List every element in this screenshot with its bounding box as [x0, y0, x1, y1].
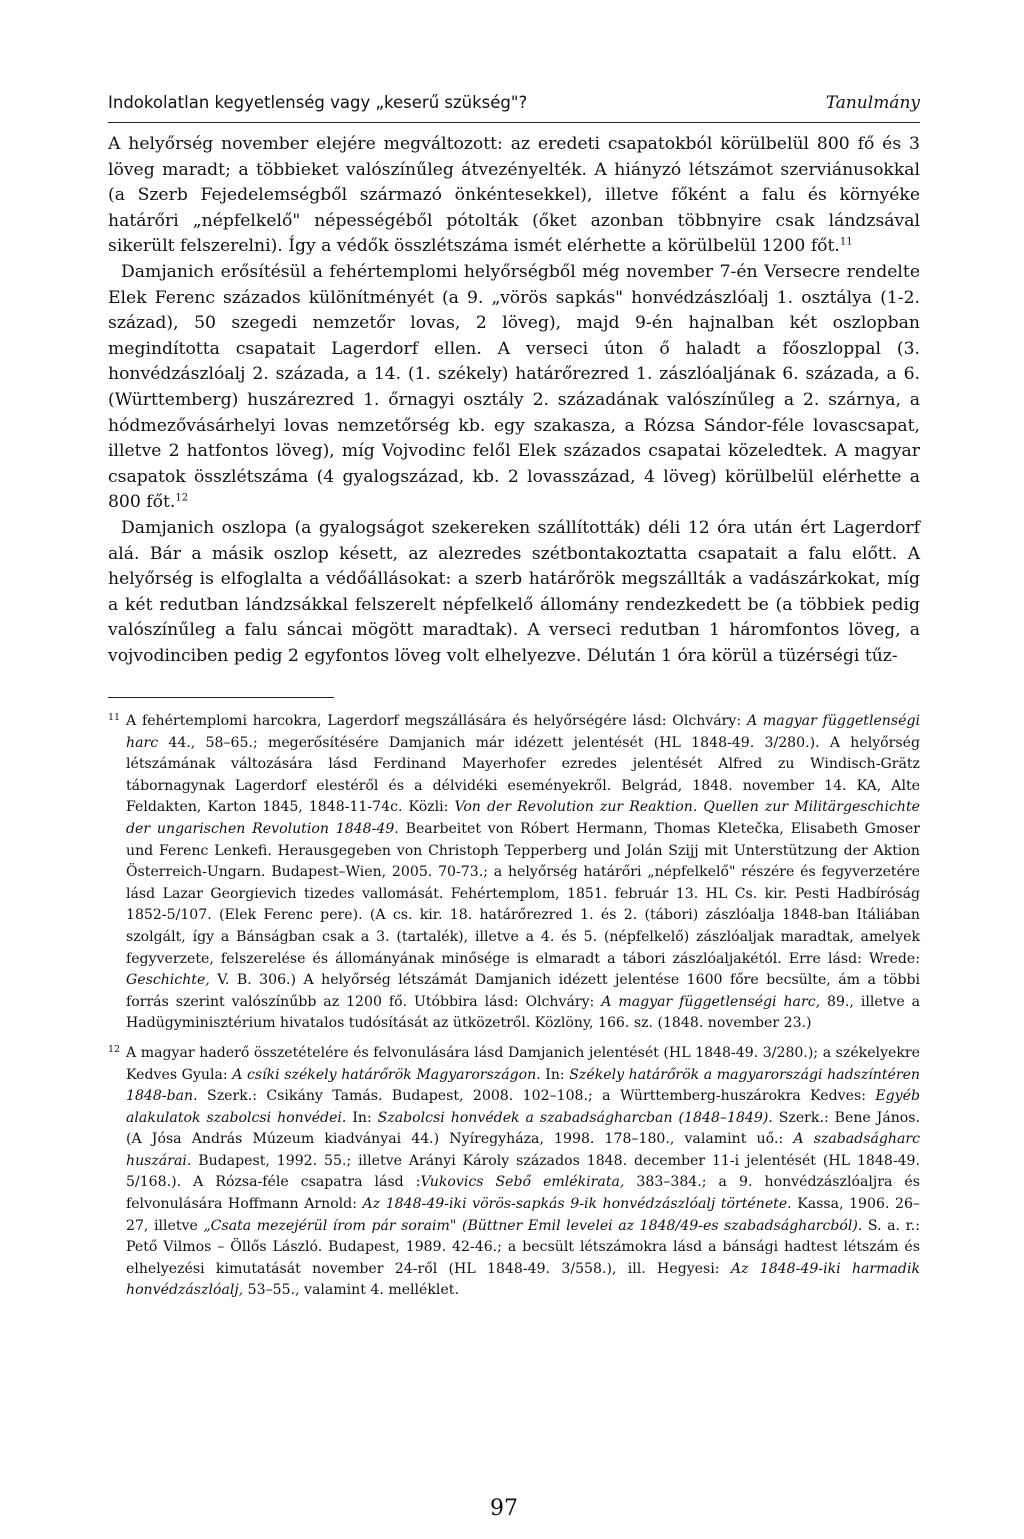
- footnote-ref-12[interactable]: 12: [175, 492, 189, 504]
- header-rule: [108, 122, 920, 123]
- running-head-title: Indokolatlan kegyetlenség vagy „keserű szükség"?: [108, 93, 528, 112]
- paragraph-1: [108, 132, 920, 260]
- paragraph-2: [108, 260, 920, 516]
- footnote-12: [108, 1043, 920, 1302]
- footnote-11: [108, 711, 920, 1035]
- main-text: [108, 132, 920, 669]
- footnote-text: A magyar haderő összetételére és felvonulására lásd Damjanich jelentését (HL 1848-49. 3/280.); a székelyekre Kedves Gyula: A csíki székely határőrök Magyarországon. In: Székely határőrök a magyarországi hadszíntéren 1848-ban. Szerk.: Csikány Tamás. Budapest, 2008. 102–108.; a Württemberg-huszárokra Kedves: Egyéb alakulatok szabolcsi honvédei. In: Szabolcsi honvédek a szabadságharcban (1848–1849). Szerk.: Bene János. (A Jósa András Múzeum kiadványai 44.) Nyíregyháza, 1998. 178–180., valamint uő.: A szabadságharc huszárai. Budapest, 1992. 55.; illetve Arányi Károly százados 1848. december 11-i jelentését (HL 1848-49. 5/168.). A Rózsa-féle csapatra lásd :Vukovics Sebő emlékirata, 383–384.; a 9. honvédzászlóaljra és felvonulására Hoffmann Arnold: Az 1848-49-iki vörös-sapkás 9-ik honvédzászlóalj története. Kassa, 1906. 26–27, illetve „Csata mezejérül írom pár soraim" (Büttner Emil levelei az 1848/49-es szabadságharcból). S. a. r.: Pető Vilmos – Öllős László. Budapest, 1989. 42-46.; a becsült létszámokra lásd a bánsági hadtest létszám és elhelyezési kimutatását november 24-ről (HL 1848-49. 3/558.), ill. Hegyesi: Az 1848-49-iki harmadik honvédzászlóalj, 53–55., valamint 4. melléklet.: [126, 1044, 921, 1299]
- paragraph-3-text: Damjanich oszlopa (a gyalogságot szekereken szállították) déli 12 óra után ért Lagerdorf alá. Bár a másik oszlop késett, az alezredes szétbontakoztatta csapatait a falu előtt. A helyőrség is elfoglalta a védőállásokat: a szerb határőrök megszállták a vadászárkokat, míg a két redutban lándzsákkal felszerelt népfelkelő állomány rendezkedett be (a többiek pedig valószínűleg a falu sáncai mögött maradtak). A verseci redutban 1 háromfontos löveg, a vojvodinciben pedig 2 egyfontos löveg volt elhelyezve. Délután 1 óra körül a tüzérségi tűz-: [108, 517, 920, 666]
- footnote-number: 12: [108, 1043, 121, 1055]
- paragraph-1-text: A helyőrség november elejére megváltozott: az eredeti csapatokból körülbelül 800 fő és 3 löveg maradt; a többieket valószínűleg átvezényelték. A hiányzó létszámot szerviánusokkal (a Szerb Fejedelemségből származó önkéntesekkel), illetve főként a falu és környéke határőri „népfelkelő" népességéből pótolták (őket azonban többnyire csak lándzsával sikerült felszerelni). Így a védők összlétszáma ismét elérhette a körülbelül 1200 főt.: [108, 134, 920, 257]
- footnote-rule: [108, 697, 334, 698]
- footnotes: [108, 711, 920, 1302]
- page-number: 97: [490, 1496, 518, 1521]
- paragraph-2-text: Damjanich erősítésül a fehértemplomi helyőrségből még november 7-én Versecre rendelte Elek Ferenc százados különítményét (a 9. „vörös sapkás" honvédzászlóalj 1. osztálya (1-2. század), 50 szegedi nemzetőr lovas, 2 löveg), majd 9-én hajnalban két oszlopban megindította csapatait Lagerdorf ellen. A verseci úton ő haladt a főoszloppal (3. honvédzászlóalj 2. százada, a 14. (1. székely) határőrezred 1. zászlóaljának 6. százada, a 6. (Württemberg) huszárezred 1. őrnagyi osztály 2. századának valószínűleg a 2. szárnya, a hódmezővásárhelyi lovas nemzetőrség kb. egy szakasza, a Rózsa Sándor-féle lovascsapat, illetve 2 hatfontos löveg), míg Vojvodinc felől Elek százados csapatai közeledtek. A magyar csapatok összlétszáma (4 gyalogszázad, kb. 2 lovasszázad, 4 löveg) körülbelül elérhette a 800 főt.: [108, 261, 920, 513]
- running-head-section: Tanulmány: [825, 93, 920, 113]
- footnote-number: 11: [108, 712, 121, 723]
- footnote-text: A fehértemplomi harcokra, Lagerdorf megszállására és helyőrségére lásd: Olchváry: A magyar függetlenségi harc 44., 58–65.; megerősítésére Damjanich már idézett jelentését (HL 1848-49. 3/280.). A helyőrség létszámának változására lásd Ferdinand Mayerhofer ezredes jelentését Alfred zu Windisch-Grätz tábornagynak Lagerdorf elestéről és a délvidéki eseményekről. Belgrád, 1848. november 14. KA, Alte Feldakten, Karton 1845, 1848-11-74c. Közli: Von der Revolution zur Reaktion. Quellen zur Militärgeschichte der ungarischen Revolution 1848-49. Bearbeitet von Róbert Hermann, Thomas Kletečka, Elisabeth Gmoser und Ferenc Lenkefi. Herausgegeben von Christoph Tepperberg und Jolán Szijj mit Unterstützung der Aktion Österreich-Ungarn. Budapest–Wien, 2005. 70-73.; a helyőrség határőri „népfelkelő" részére és fegyverzetére lásd Lazar Georgievich tizedes vallomását. Fehértemplom, 1851. február 13. HL Cs. kir. Pesti Hadbíróság 1852-5/107. (Elek Ferenc pere). (A cs. kir. 18. határőrezred 1. és 2. (tábori) zászlóalja 1848-ban Itáliában szolgált, így a Bánságban csak a 3. (tartalék), illetve a 4. és 5. (népfelkelő) zászlóaljak maradtak, amelyek fegyverzete, felszerelése és állományának minősége is elmaradt a tábori zászlóaljakétól. Erre lásd: Wrede: Geschichte, V. B. 306.) A helyőrség létszámát Damjanich idézett jelentése 1600 főre becsülte, ám a többi forrás szerint valószínűbb az 1200 fő. Utóbbira lásd: Olchváry: A magyar függetlenségi harc, 89., illetve a Hadügyminisztérium hivatalos tudósítását az ütközetről. Közlöny, 166. sz. (1848. november 23.): [126, 713, 920, 1032]
- footnote-ref-11[interactable]: 11: [839, 236, 853, 248]
- running-head: [108, 93, 920, 113]
- paragraph-3: [108, 516, 920, 670]
